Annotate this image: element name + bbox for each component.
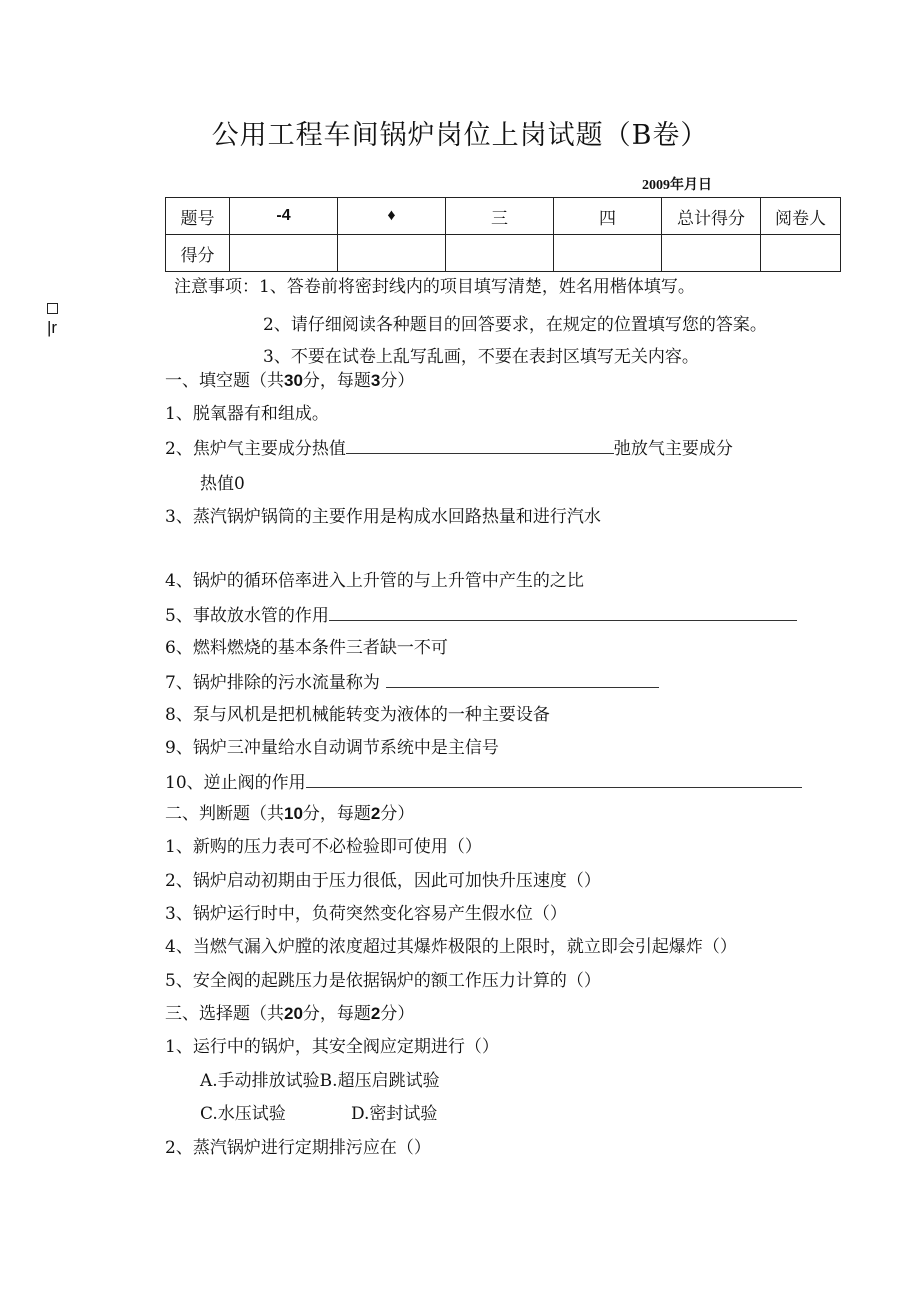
choice-q1: 1、运行中的锅炉，其安全阀应定期进行（） — [165, 1037, 499, 1057]
section-1-heading — [165, 369, 414, 393]
margin-box-mark — [47, 303, 58, 314]
fill-q10-blank[interactable] — [306, 769, 802, 788]
fill-q9: 9、锅炉三冲量给水自动调节系统中是主信号 — [165, 738, 499, 758]
fill-q2-text: 2、焦炉气主要成分热值 — [165, 439, 346, 459]
section-2-pre: 二、判断题（共 — [165, 804, 284, 824]
section-3-post: 分） — [380, 1004, 415, 1024]
fill-q7 — [165, 669, 659, 695]
choice-q1-option-c: C.水压试验 — [200, 1104, 286, 1124]
header-cell-part-1: -4 — [230, 198, 338, 235]
choice-q2: 2、蒸汽锅炉进行定期排污应在（） — [165, 1138, 431, 1158]
margin-bar-mark: |r — [47, 318, 58, 337]
exam-title: 公用工程车间锅炉岗位上岗试题（B卷） — [211, 120, 709, 151]
header-cell-grader: 阅卷人 — [761, 198, 841, 235]
section-2-mid: 分，每题 — [302, 804, 371, 824]
score-cell-part-1[interactable] — [230, 235, 338, 272]
fill-q6: 6、燃料燃烧的基本条件三者缺一不可 — [165, 638, 448, 658]
fill-q3: 3、蒸汽锅炉锅筒的主要作用是构成水回路热量和进行汽水 — [165, 507, 601, 527]
section-1-pre: 一、填空题（共 — [165, 371, 284, 391]
fill-q2-text-2: 弛放气主要成分 — [613, 439, 733, 459]
judge-q1: 1、新购的压力表可不必检验即可使用（） — [165, 837, 482, 857]
score-table-header-row — [166, 198, 841, 235]
fill-q5 — [165, 602, 797, 628]
judge-q4: 4、当燃气漏入炉膛的浓度超过其爆炸极限的上限时，就立即会引起爆炸（） — [165, 937, 737, 957]
score-table — [165, 197, 841, 272]
choice-q1-options-ab: A.手动排放试验B.超压启跳试验 — [200, 1071, 440, 1091]
score-row-label: 得分 — [166, 235, 230, 272]
fill-q5-blank[interactable] — [329, 602, 797, 621]
section-3-each: 2 — [370, 1004, 381, 1023]
section-2-each: 2 — [370, 804, 381, 823]
section-1-post: 分） — [380, 371, 415, 391]
note-3: 3、不要在试卷上乱写乱画，不要在表封区填写无关内容。 — [263, 347, 699, 367]
section-3-mid: 分，每题 — [302, 1004, 371, 1024]
fill-q7-text: 7、锅炉排除的污水流量称为 — [165, 673, 380, 693]
fill-q2 — [165, 435, 733, 461]
section-1-each: 3 — [370, 371, 381, 390]
judge-q5: 5、安全阀的起跳压力是依据锅炉的额工作压力计算的（） — [165, 971, 601, 991]
fill-q10-text: 10、逆止阀的作用 — [165, 773, 306, 793]
section-2-score: 10 — [284, 804, 303, 823]
section-1-mid: 分，每题 — [302, 371, 371, 391]
note-1: 注意事项：1、答卷前将密封线内的项目填写清楚，姓名用楷体填写。 — [174, 277, 695, 297]
section-3-pre: 三、选择题（共 — [165, 1004, 284, 1024]
fill-q1: 1、脱氧器有和组成。 — [165, 404, 329, 424]
choice-q1-option-d: D.密封试验 — [351, 1104, 438, 1124]
section-2-post: 分） — [380, 804, 415, 824]
score-cell-grader[interactable] — [761, 235, 841, 272]
fill-q7-blank[interactable] — [386, 669, 659, 688]
score-cell-part-2[interactable] — [338, 235, 446, 272]
score-cell-part-3[interactable] — [446, 235, 554, 272]
judge-q2: 2、锅炉启动初期由于压力很低，因此可加快升压速度（） — [165, 871, 601, 891]
score-cell-total[interactable] — [662, 235, 761, 272]
score-cell-part-4[interactable] — [554, 235, 662, 272]
section-3-score: 20 — [284, 1004, 303, 1023]
fill-q8: 8、泵与风机是把机械能转变为液体的一种主要设备 — [165, 705, 550, 725]
fill-q10 — [165, 769, 802, 795]
fill-q2-continued: 热值0 — [200, 474, 245, 494]
header-cell-part-4: 四 — [554, 198, 662, 235]
section-2-heading — [165, 802, 414, 826]
section-3-heading — [165, 1002, 414, 1026]
header-cell-question-no: 题号 — [166, 198, 230, 235]
fill-q2-blank[interactable] — [346, 435, 614, 454]
fill-q4: 4、锅炉的循环倍率进入上升管的与上升管中产生的之比 — [165, 571, 584, 591]
header-cell-part-2: ♦ — [338, 198, 446, 235]
judge-q3: 3、锅炉运行时中，负荷突然变化容易产生假水位（） — [165, 904, 567, 924]
header-cell-total: 总计得分 — [662, 198, 761, 235]
score-table-score-row — [166, 235, 841, 272]
section-1-score: 30 — [284, 371, 303, 390]
fill-q5-text: 5、事故放水管的作用 — [165, 606, 329, 626]
note-2: 2、请仔细阅读各种题目的回答要求，在规定的位置填写您的答案。 — [263, 315, 767, 335]
exam-date: 2009年月日 — [642, 178, 712, 193]
header-cell-part-3: 三 — [446, 198, 554, 235]
